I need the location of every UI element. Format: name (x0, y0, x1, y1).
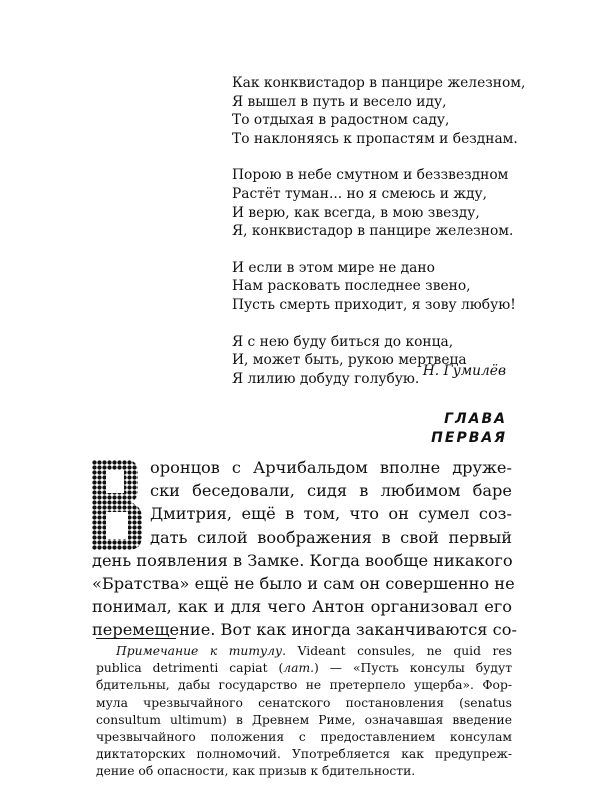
text-line: дать силой воображения в свой первый (150, 527, 512, 547)
footnote-text: publica detrimenti capiat ( (96, 661, 284, 676)
footnote-line: consultum ultimum) в Древнем Риме, означавшая введение (96, 712, 512, 727)
stanza-4 (232, 333, 532, 389)
footnote-divider (96, 638, 176, 639)
poem-line: Нам расковать последнее звено, (232, 278, 471, 295)
text-line: понимал, как и для чего Антон организовал его (92, 597, 512, 617)
footnote-line: дение об опасности, как призыв к бдительности. (96, 764, 416, 779)
footnote-line (96, 643, 512, 660)
text-line: оронцов с Арчибальдом вполне друже- (150, 458, 512, 477)
epigraph-poem (232, 74, 532, 388)
poem-line: Пусть смерть приходит, я зову любую! (232, 296, 516, 313)
stanza-2 (232, 166, 532, 240)
text-line: «Братства» ещё не было и сам он совершенно не (92, 574, 515, 594)
footnote-text: Videant consules, ne quid res (297, 644, 512, 658)
chapter-heading (431, 410, 507, 448)
poem-line: То отдыхая в радостном саду, (232, 112, 450, 129)
poem-line: Я лилию добуду голубую. (232, 370, 420, 387)
footnote-line: чрезвычайного положения с предоставлением консулам (96, 730, 512, 745)
poem-line: Я с нею буду биться до конца, (232, 333, 454, 350)
chapter-text (92, 456, 517, 642)
epigraph-author: Н. Гумилёв (422, 363, 506, 379)
poem-line: Как конквистадор в панцире железном, (232, 75, 526, 91)
text-line: ски беседовали, сидя в любимом баре (150, 481, 512, 501)
poem-line: Я вышел в путь и весело иду, (232, 93, 447, 110)
footnote-line: бдительны, дабы государство не претерпело ущерба». Фор- (96, 678, 512, 693)
stanza-3 (232, 259, 532, 315)
chapter-heading-line-2: ПЕРВАЯ (431, 430, 507, 446)
poem-line: И если в этом мире не дано (232, 259, 435, 276)
footnote-line: диктаторских полномочий. Употребляется как предупреж- (96, 747, 512, 762)
poem-line: То наклоняясь к пропастям и безднам. (232, 130, 518, 147)
text-line: день появления в Замке. Когда вообще никакого (92, 550, 513, 570)
footnote-line: мула чрезвычайного сенатского постановления (senatus (96, 695, 512, 710)
poem-line: Растёт туман... но я смеюсь и жду, (232, 185, 488, 202)
poem-line: И верю, как всегда, в мою звезду, (232, 204, 480, 221)
poem-line: И, может быть, рукою мертвеца (232, 352, 467, 369)
text-line: Дмитрия, ещё в том, что он сумел соз- (150, 504, 512, 524)
text-line: перемещение. Вот как иногда заканчиваются со- (92, 620, 517, 640)
stanza-1 (232, 74, 532, 148)
footnote-label: Примечание к титулу. (116, 644, 287, 658)
poem-line: Порою в небе смутном и беззвездном (232, 167, 509, 184)
chapter-heading-line-1: ГЛАВА (444, 411, 507, 427)
footnote-line (96, 660, 512, 677)
footnote-lang: лат. (283, 661, 315, 676)
footnote (96, 643, 512, 781)
poem-line: Я, конквистадор в панцире железном. (232, 223, 514, 240)
footnote-text: ) — «Пусть консулы будут (314, 661, 512, 676)
